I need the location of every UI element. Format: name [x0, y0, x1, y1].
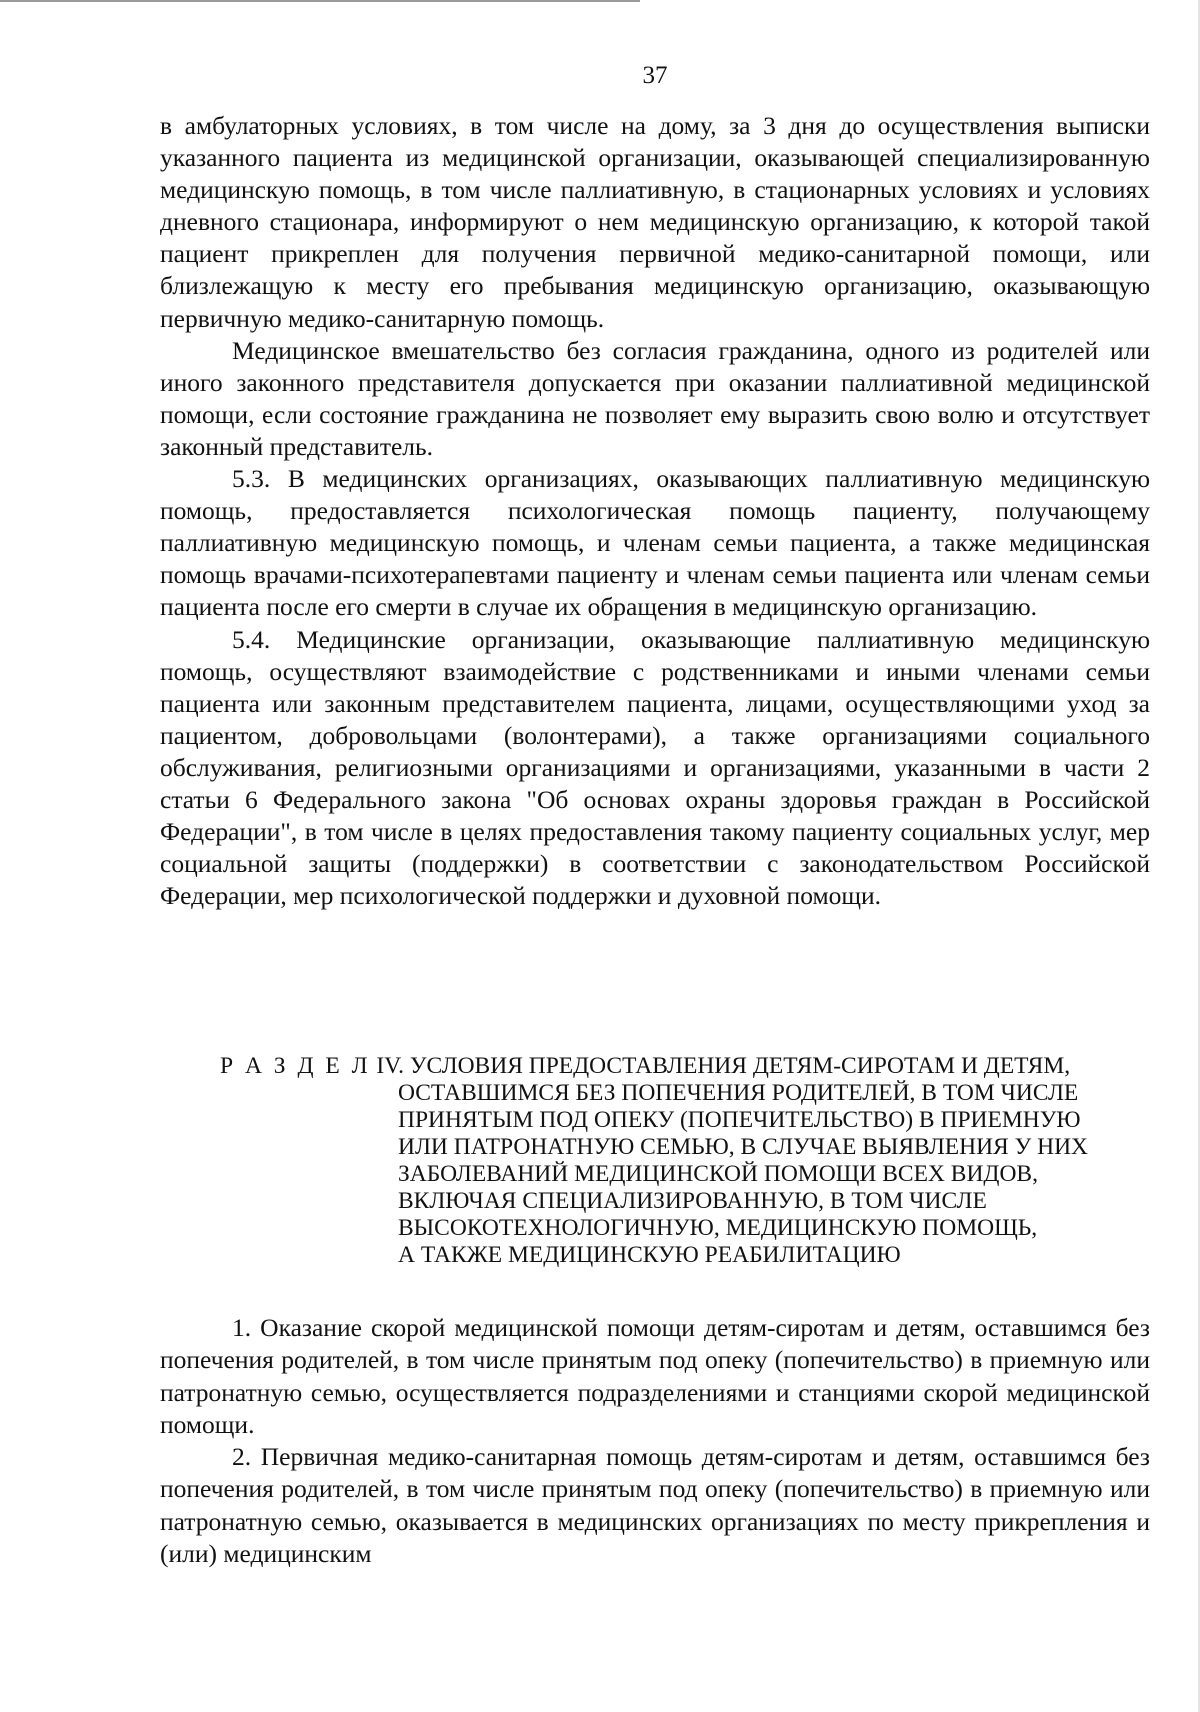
paragraph: в амбулаторных условиях, в том числе на дому, за 3 дня до осуществления выписки указанного пациента из медицинской организации, оказывающей специализированную медицинскую помощь, в том числе паллиативную, в стационарных условиях и условиях дневного стационара, информируют о нем медицинскую организацию, к которой такой пациент прикреплен для получения первичной медико-санитарной помощи, или близлежащую к месту его пребывания медицинскую организацию, оказывающую первичную медико-санитарную помощь.: [160, 111, 1150, 333]
page-number: 37: [642, 62, 668, 89]
body-text-top: [160, 110, 1150, 912]
section-title-line: ОСТАВШИМСЯ БЕЗ ПОПЕЧЕНИЯ РОДИТЕЛЕЙ, В ТОМ ЧИСЛЕ: [398, 1080, 1079, 1106]
section-title-start: IV. УСЛОВИЯ ПРЕДОСТАВЛЕНИЯ ДЕТЯМ-СИРОТАМ И ДЕТЯМ,: [376, 1053, 1071, 1079]
section-title-line: ИЛИ ПАТРОНАТНУЮ СЕМЬЮ, В СЛУЧАЕ ВЫЯВЛЕНИЯ У НИХ: [398, 1134, 1089, 1160]
section-title-line: ВЫСОКОТЕХНОЛОГИЧНУЮ, МЕДИЦИНСКУЮ ПОМОЩЬ,: [398, 1215, 1038, 1241]
paragraph: 1. Оказание скорой медицинской помощи детям-сиротам и детям, оставшимся без попечения родителей, в том числе принятым под опеку (попечительство) в приемную или патронатную семью, осуществляется подразделениями и станциями скорой медицинской помощи.: [160, 1313, 1150, 1439]
paragraph: 2. Первичная медико-санитарная помощь детям-сиротам и детям, оставшимся без попечения родителей, в том числе принятым под опеку (попечительство) в приемную или патронатную семью, оказывается в медицинских организациях по месту прикрепления и (или) медицинским: [160, 1442, 1150, 1569]
section-title-line: А ТАКЖЕ МЕДИЦИНСКУЮ РЕАБИЛИТАЦИЮ: [398, 1242, 901, 1268]
section-title-line: ВКЛЮЧАЯ СПЕЦИАЛИЗИРОВАННУЮ, В ТОМ ЧИСЛЕ: [398, 1188, 987, 1214]
section-heading: [220, 1053, 1150, 1269]
paragraph: 5.4. Медицинские организации, оказывающие паллиативную медицинскую помощь, осуществляют взаимодействие с родственниками и иными членами семьи пациента или законным представителем пациента, лицами, осуществляющими уход за пациентом, добровольцами (волонтерами), а также организациями социального обслуживания, религиозными организациями и организациями, указанными в части 2 статьи 6 Федерального закона "Об основах охраны здоровья граждан в Российской Федерации", в том числе в целях предоставления такому пациенту социальных услуг, мер социальной защиты (поддержки) в соответствии с законодательством Российской Федерации, мер психологической поддержки и духовной помощи.: [160, 624, 1150, 911]
paragraph: 5.3. В медицинских организациях, оказывающих паллиативную медицинскую помощь, предоставляется психологическая помощь пациенту, получающему паллиативную медицинскую помощь, и членам семьи пациента, а также медицинская помощь врачами-психотерапевтами пациенту и членам семьи пациента или членам семьи пациента после его смерти в случае их обращения в медицинскую организацию.: [160, 464, 1150, 622]
section-title-line: ЗАБОЛЕВАНИЙ МЕДИЦИНСКОЙ ПОМОЩИ ВСЕХ ВИДОВ,: [398, 1161, 1038, 1187]
section-heading-first-line: [220, 1053, 1150, 1080]
section-label: Р А З Д Е Л: [220, 1053, 371, 1079]
body-text-bottom: [160, 1312, 1150, 1570]
section-title-line: ПРИНЯТЫМ ПОД ОПЕКУ (ПОПЕЧИТЕЛЬСТВО) В ПРИЕМНУЮ: [398, 1107, 1081, 1133]
paragraph: Медицинское вмешательство без согласия гражданина, одного из родителей или иного законного представителя допускается при оказании паллиативной медицинской помощи, если состояние гражданина не позволяет ему выразить свою волю и отсутствует законный представитель.: [160, 335, 1150, 461]
scan-top-edge: [0, 0, 640, 2]
